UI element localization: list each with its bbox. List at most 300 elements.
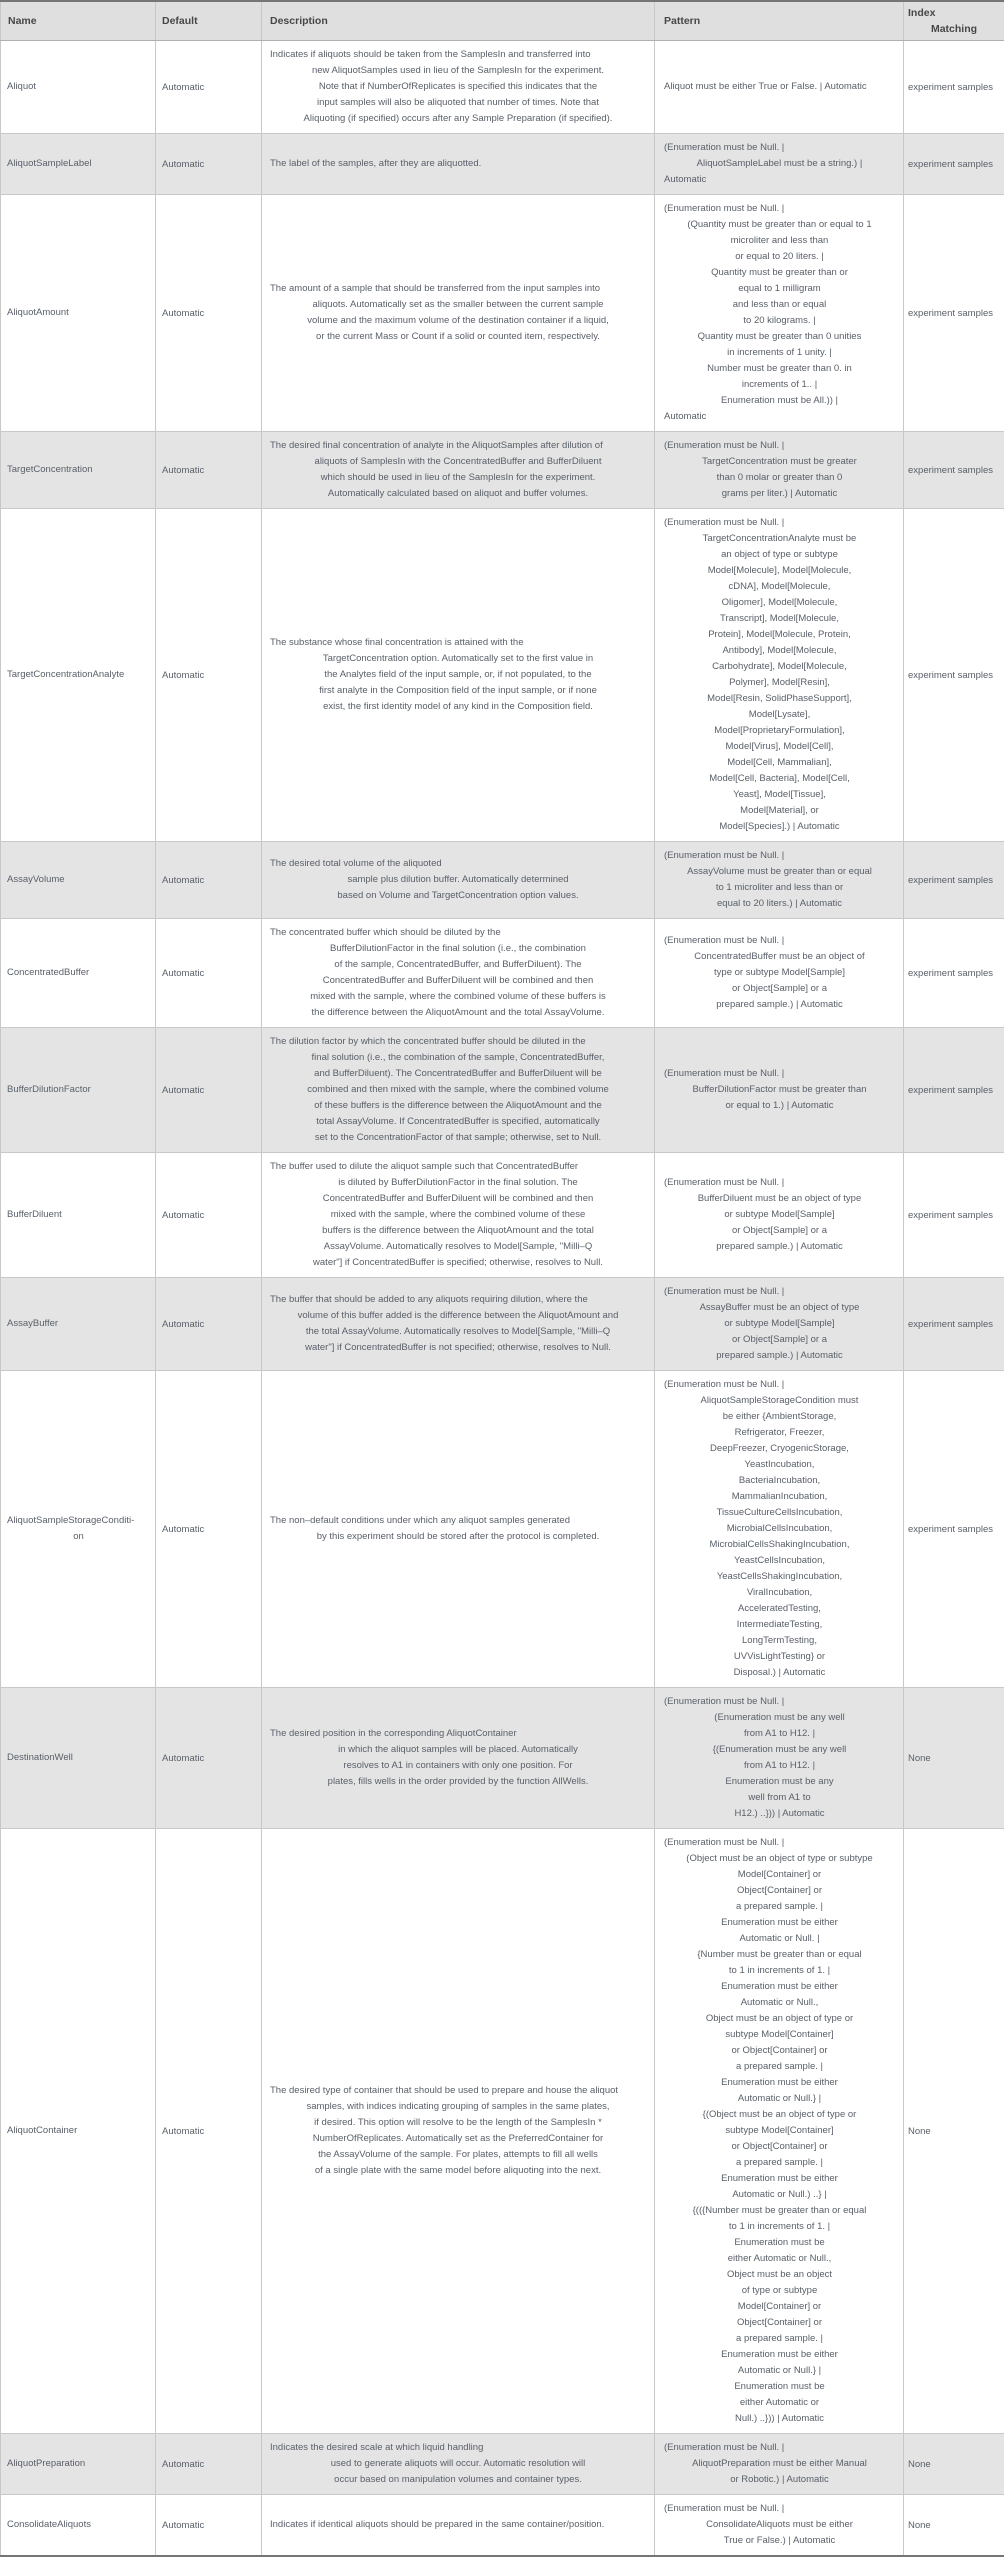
text-paragraph [270, 1292, 646, 1356]
text-line: The desired total volume of the aliquoted [270, 858, 442, 869]
text-line: BufferDilutionFactor [7, 1084, 91, 1095]
text-line: or Object[Container] or [731, 2141, 828, 2152]
cell-description [262, 842, 655, 919]
text-paragraph [664, 933, 895, 1013]
text-line: or Object[Sample] or a [731, 1334, 828, 1345]
cell-name [1, 2434, 156, 2495]
text-line: (Enumeration must be Null. | [664, 440, 785, 451]
text-line: input samples will also be aliquoted that number of times. Note that [317, 97, 599, 108]
cell-index-matching: experiment samples [904, 1028, 1004, 1153]
text-line: Object must be an object of type or [705, 2013, 854, 2024]
text-line: Automatically calculated based on aliquot and buffer volumes. [327, 488, 589, 499]
text-line: (Enumeration must be Null. | [664, 1837, 785, 1848]
table-row [1, 2434, 1004, 2495]
text-paragraph [664, 140, 895, 172]
text-line: water"] if ConcentratedBuffer is not specified; otherwise, resolves to Null. [305, 1342, 611, 1353]
text-paragraph [7, 1513, 150, 1545]
text-line: TargetConcentration option. Automatically set to the first value in [322, 653, 594, 664]
text-paragraph [7, 1082, 150, 1098]
table-header [1, 1, 1004, 41]
text-line: of a single plate with the same model before aliquoting into the next. [314, 2165, 602, 2176]
table-row [1, 2495, 1004, 2557]
text-line: Oligomer], Model[Molecule, [721, 597, 838, 608]
cell-description [262, 1153, 655, 1278]
text-paragraph [7, 965, 150, 981]
text-line: Null.) ..})) | Automatic [734, 2413, 825, 2424]
text-line: volume and the maximum volume of the destination container if a liquid, [307, 315, 609, 326]
text-line: Model[Container] or [737, 2301, 822, 2312]
text-paragraph [270, 856, 646, 904]
text-paragraph [270, 438, 646, 502]
text-line: Polymer], Model[Resin], [729, 677, 830, 688]
text-line: subtype Model[Container] [725, 2125, 834, 2136]
text-line: if desired. This option will resolve to be the length of the SamplesIn * [314, 2117, 602, 2128]
text-line: (Enumeration must be Null. | [664, 1177, 785, 1188]
text-paragraph [664, 172, 895, 188]
text-line: AliquotAmount [7, 307, 69, 318]
text-paragraph [7, 1750, 150, 1766]
text-line: or Robotic.) | Automatic [730, 2474, 829, 2485]
text-line: Model[ProprietaryFormulation], [714, 725, 845, 736]
text-line: Enumeration must be [734, 2237, 825, 2248]
text-paragraph [270, 635, 646, 715]
text-line: samples, with indices indicating grouping of samples in the same plates, [306, 2101, 610, 2112]
cell-index-matching: None [904, 1688, 1004, 1829]
text-line: volume of this buffer added is the difference between the AliquotAmount and [297, 1310, 619, 1321]
cell-description [262, 1829, 655, 2434]
text-line: Object must be an object [726, 2269, 833, 2280]
text-paragraph [664, 438, 895, 502]
text-line: IntermediateTesting, [736, 1619, 823, 1630]
text-line: Object[Container] or [736, 1885, 822, 1896]
text-line: Protein], Model[Molecule, Protein, [708, 629, 851, 640]
cell-pattern [655, 1829, 904, 2434]
text-line: The buffer that should be added to any aliquots requiring dilution, where the [270, 1294, 588, 1305]
text-line: the difference between the AliquotAmount and the total AssayVolume. [311, 1007, 605, 1018]
text-line: {(Enumeration must be any well [712, 1744, 847, 1755]
text-line: {(Object must be an object of type or [702, 2109, 857, 2120]
text-line: a prepared sample. | [736, 2333, 823, 2344]
cell-default: Automatic [156, 919, 262, 1028]
cell-pattern [655, 919, 904, 1028]
text-line: occur based on manipulation volumes and container types. [334, 2474, 582, 2485]
text-line: TissueCultureCellsIncubation, [716, 1507, 843, 1518]
text-paragraph [270, 925, 646, 1021]
text-line: and BufferDiluent). The ConcentratedBuffer and BufferDiluent will be [314, 1068, 602, 1079]
cell-description [262, 41, 655, 134]
cell-pattern [655, 1688, 904, 1829]
text-line: in increments of 1 unity. | [727, 347, 832, 358]
text-line: than 0 molar or greater than 0 [716, 472, 843, 483]
table-row [1, 509, 1004, 842]
text-line: be either {AmbientStorage, [722, 1411, 837, 1422]
text-line: microliter and less than [730, 235, 829, 246]
text-paragraph [7, 872, 150, 888]
text-paragraph [7, 2123, 150, 2139]
text-line: ConsolidateAliquots [7, 2519, 91, 2530]
text-paragraph [7, 1316, 150, 1332]
text-line: H12.) ..})) | Automatic [734, 1808, 825, 1819]
cell-index-matching: experiment samples [904, 195, 1004, 432]
text-line: BacteriaIncubation, [738, 1475, 821, 1486]
text-line: AliquotSampleStorageConditi- [7, 1515, 135, 1526]
text-line: The label of the samples, after they are aliquotted. [270, 158, 482, 169]
table-row [1, 195, 1004, 432]
cell-pattern [655, 1371, 904, 1688]
cell-default: Automatic [156, 2434, 262, 2495]
text-paragraph [7, 2517, 150, 2533]
text-line: Aliquot must be either True or False. | Automatic [664, 81, 867, 92]
cell-description [262, 432, 655, 509]
column-header-index-matching [904, 1, 1004, 41]
text-paragraph [270, 1726, 646, 1790]
text-line: The amount of a sample that should be transferred from the input samples into [270, 283, 601, 294]
text-line: Indicates if aliquots should be taken from the SamplesIn and transferred into [270, 49, 591, 60]
cell-name [1, 1829, 156, 2434]
text-line: Indicates the desired scale at which liquid handling [270, 2442, 484, 2453]
table-row [1, 1829, 1004, 2434]
text-paragraph [664, 409, 895, 425]
text-line: Model[Container] or [737, 1869, 822, 1880]
cell-index-matching: experiment samples [904, 509, 1004, 842]
text-line: to 1 in increments of 1. | [728, 2221, 831, 2232]
text-line: Enumeration must be either [721, 2349, 838, 2360]
text-line: Model[Resin, SolidPhaseSupport], [707, 693, 852, 704]
cell-default: Automatic [156, 1829, 262, 2434]
cell-index-matching: None [904, 2434, 1004, 2495]
text-paragraph [270, 2083, 646, 2179]
text-line: (Enumeration must be Null. | [664, 2503, 785, 2514]
text-line: DeepFreezer, CryogenicStorage, [710, 1443, 849, 1454]
text-line: True or False.) | Automatic [723, 2535, 836, 2546]
text-line: (Quantity must be greater than or equal to 1 [687, 219, 872, 230]
cell-default: Automatic [156, 1371, 262, 1688]
text-paragraph [7, 2456, 150, 2472]
text-line: (Enumeration must be Null. | [664, 1696, 785, 1707]
table-row [1, 1028, 1004, 1153]
text-line: TargetConcentrationAnalyte must be [702, 533, 857, 544]
text-line: Aliquoting (if specified) occurs after any Sample Preparation (if specified). [303, 113, 613, 124]
cell-pattern [655, 842, 904, 919]
text-paragraph [270, 156, 646, 172]
text-line: combined and then mixed with the sample, where the combined volume [307, 1084, 609, 1095]
text-line: LongTermTesting, [742, 1635, 817, 1646]
text-line: based on Volume and TargetConcentration option values. [337, 890, 579, 901]
text-line: or Object[Container] or [731, 2045, 828, 2056]
cell-index-matching: experiment samples [904, 842, 1004, 919]
column-header-name: Name [1, 1, 156, 41]
text-line: of these buffers is the difference between the AliquotAmount and the [314, 1100, 602, 1111]
cell-pattern [655, 195, 904, 432]
text-line: AliquotPreparation [7, 2458, 86, 2469]
text-line: Model[Species].) | Automatic [719, 821, 840, 832]
text-line: AliquotContainer [7, 2125, 78, 2136]
text-line: either Automatic or Null., [727, 2253, 832, 2264]
text-line: Model[Lysate], [748, 709, 811, 720]
cell-description [262, 1278, 655, 1371]
text-line: set to the ConcentrationFactor of that sample; otherwise, set to Null. [314, 1132, 602, 1143]
cell-description [262, 509, 655, 842]
cell-default: Automatic [156, 2495, 262, 2557]
table-row [1, 1371, 1004, 1688]
text-line: mixed with the sample, where the combined volume of these [330, 1209, 586, 1220]
table-row [1, 842, 1004, 919]
text-paragraph [7, 667, 150, 683]
cell-pattern [655, 2434, 904, 2495]
text-line: YeastCellsShakingIncubation, [716, 1571, 843, 1582]
text-line: The concentrated buffer which should be diluted by the [270, 927, 501, 938]
text-line: Automatic [664, 411, 707, 422]
text-paragraph [270, 281, 646, 345]
cell-description [262, 2434, 655, 2495]
text-line: Enumeration must be either [721, 1981, 838, 1992]
index-matching-header-line: Matching [930, 23, 978, 35]
text-line: The buffer used to dilute the aliquot sample such that ConcentratedBuffer [270, 1161, 579, 1172]
text-line: mixed with the sample, where the combined volume of these buffers is [310, 991, 606, 1002]
text-line: on [73, 1531, 84, 1542]
cell-default: Automatic [156, 195, 262, 432]
text-line: (Enumeration must be Null. | [664, 1068, 785, 1079]
text-line: of type or subtype [741, 2285, 818, 2296]
text-line: buffers is the difference between the AliquotAmount and the total [322, 1225, 594, 1236]
text-line: Quantity must be greater than 0 unities [697, 331, 862, 342]
text-paragraph [664, 1694, 895, 1822]
cell-default: Automatic [156, 1278, 262, 1371]
cell-description [262, 1371, 655, 1688]
text-line: ViralIncubation, [746, 1587, 813, 1598]
text-line: either Automatic or [739, 2397, 820, 2408]
text-line: YeastIncubation, [744, 1459, 815, 1470]
text-line: (Object must be an object of type or subtype [686, 1853, 873, 1864]
cell-default: Automatic [156, 432, 262, 509]
text-paragraph [7, 156, 150, 172]
cell-pattern [655, 1153, 904, 1278]
text-line: AliquotSampleLabel [7, 158, 92, 169]
text-line: (Enumeration must be Null. | [664, 1286, 785, 1297]
text-line: grams per liter.) | Automatic [721, 488, 838, 499]
cell-pattern [655, 509, 904, 842]
text-line: from A1 to H12. | [743, 1728, 816, 1739]
column-header-pattern: Pattern [655, 1, 904, 41]
cell-index-matching: None [904, 1829, 1004, 2434]
cell-name [1, 1371, 156, 1688]
text-line: TargetConcentration must be greater [702, 456, 857, 467]
text-line: aliquots of SamplesIn with the ConcentratedBuffer and BufferDiluent [314, 456, 602, 467]
text-line: BufferDiluent must be an object of type [697, 1193, 862, 1204]
cell-index-matching: experiment samples [904, 1153, 1004, 1278]
text-paragraph [664, 515, 895, 835]
text-line: type or subtype Model[Sample] [714, 967, 845, 978]
text-line: AliquotPreparation must be either Manual [692, 2458, 867, 2469]
text-line: Model[Cell, Bacteria], Model[Cell, [709, 773, 850, 784]
table-row [1, 1153, 1004, 1278]
text-line: ConcentratedBuffer [7, 967, 90, 978]
text-line: Automatic [664, 174, 707, 185]
text-line: The dilution factor by which the concentrated buffer should be diluted in the [270, 1036, 586, 1047]
text-line: used to generate aliquots will occur. Automatic resolution will [330, 2458, 586, 2469]
cell-default: Automatic [156, 41, 262, 134]
cell-index-matching: experiment samples [904, 432, 1004, 509]
text-paragraph [664, 1835, 895, 2427]
text-line: The desired type of container that should be used to prepare and house the aliquot [270, 2085, 619, 2096]
text-line: prepared sample.) | Automatic [716, 1350, 843, 1361]
text-line: (Enumeration must be Null. | [664, 142, 785, 153]
text-line: AssayVolume must be greater than or equal [687, 866, 872, 877]
text-line: TargetConcentrationAnalyte [7, 669, 125, 680]
cell-name [1, 2495, 156, 2557]
cell-name [1, 134, 156, 195]
text-line: Model[Molecule], Model[Molecule, [707, 565, 852, 576]
table-row [1, 919, 1004, 1028]
text-line: YeastCellsIncubation, [733, 1555, 825, 1566]
text-line: The substance whose final concentration is attained with the [270, 637, 524, 648]
cell-name [1, 195, 156, 432]
text-paragraph [7, 1207, 150, 1223]
text-line: ConcentratedBuffer and BufferDiluent will be combined and then [322, 1193, 594, 1204]
column-header-description: Description [262, 1, 655, 41]
text-line: exist, the first identity model of any kind in the Composition field. [323, 701, 593, 712]
cell-description [262, 919, 655, 1028]
cell-name [1, 509, 156, 842]
text-paragraph [664, 1175, 895, 1255]
cell-pattern [655, 41, 904, 134]
text-line: equal to 20 liters.) | Automatic [717, 898, 842, 909]
cell-name [1, 1153, 156, 1278]
text-line: Model[Material], or [740, 805, 819, 816]
cell-name [1, 1278, 156, 1371]
text-paragraph [270, 2440, 646, 2488]
cell-default: Automatic [156, 842, 262, 919]
text-paragraph [664, 1377, 895, 1681]
header-row [1, 1, 1004, 41]
text-line: The desired final concentration of analyte in the AliquotSamples after dilution of [270, 440, 603, 451]
text-line: from A1 to H12. | [743, 1760, 816, 1771]
text-line: plates, fills wells in the order provided by the function AllWells. [327, 1776, 589, 1787]
text-line: or equal to 1.) | Automatic [725, 1100, 834, 1111]
cell-name [1, 1028, 156, 1153]
text-line: a prepared sample. | [736, 2157, 823, 2168]
table-row [1, 41, 1004, 134]
text-line: The desired position in the corresponding AliquotContainer [270, 1728, 517, 1739]
text-paragraph [664, 79, 895, 95]
cell-description [262, 1688, 655, 1829]
cell-pattern [655, 134, 904, 195]
text-line: {(({Number must be greater than or equal [692, 2205, 867, 2216]
text-line: Carbohydrate], Model[Molecule, [712, 661, 847, 672]
text-paragraph [664, 2501, 895, 2549]
text-line: equal to 1 milligram [738, 283, 821, 294]
text-line: (Enumeration must be Null. | [664, 203, 785, 214]
text-line: Note that if NumberOfReplicates is specified this indicates that the [318, 81, 598, 92]
text-line: AssayBuffer must be an object of type [699, 1302, 860, 1313]
text-paragraph [664, 1284, 895, 1364]
text-line: cDNA], Model[Molecule, [728, 581, 831, 592]
cell-name [1, 919, 156, 1028]
text-line: DestinationWell [7, 1752, 73, 1763]
text-line: subtype Model[Container] [725, 2029, 834, 2040]
text-line: or Object[Sample] or a [731, 983, 828, 994]
text-line: Object[Container] or [736, 2317, 822, 2328]
text-line: Model[Virus], Model[Cell], [725, 741, 834, 752]
text-line: to 1 microliter and less than or [715, 882, 844, 893]
text-paragraph [664, 848, 895, 912]
text-line: resolves to A1 in containers with only one position. For [343, 1760, 573, 1771]
table-row [1, 432, 1004, 509]
column-header-default: Default [156, 1, 262, 41]
cell-name [1, 41, 156, 134]
text-line: Automatic or Null.} | [737, 2093, 822, 2104]
text-line: ConsolidateAliquots must be either [706, 2519, 853, 2530]
text-line: of the sample, ConcentratedBuffer, and BufferDiluent). The [334, 959, 582, 970]
cell-index-matching: None [904, 2495, 1004, 2557]
text-line: total AssayVolume. If ConcentratedBuffer is specified, automatically [316, 1116, 600, 1127]
cell-description [262, 195, 655, 432]
text-line: water"] if ConcentratedBuffer is specified; otherwise, resolves to Null. [313, 1257, 603, 1268]
text-line: a prepared sample. | [736, 2061, 823, 2072]
cell-pattern [655, 432, 904, 509]
text-line: AliquotSampleStorageCondition must [700, 1395, 859, 1406]
text-line: Automatic or Null.} | [737, 2365, 822, 2376]
text-line: Enumeration must be either [721, 2173, 838, 2184]
text-paragraph [7, 462, 150, 478]
cell-index-matching: experiment samples [904, 1371, 1004, 1688]
text-line: Automatic or Null. | [739, 1933, 820, 1944]
text-line: ConcentratedBuffer and BufferDiluent will be combined and then [322, 975, 594, 986]
text-line: or Object[Sample] or a [731, 1225, 828, 1236]
text-line: AssayVolume [7, 874, 65, 885]
text-paragraph [664, 1066, 895, 1114]
text-line: (Enumeration must be Null. | [664, 1379, 785, 1390]
text-line: Enumeration must be either [721, 1917, 838, 1928]
text-line: MammalianIncubation, [731, 1491, 828, 1502]
text-line: Aliquot [7, 81, 37, 92]
text-line: AcceleratedTesting, [738, 1603, 821, 1614]
table-body [1, 41, 1004, 2557]
table-row [1, 134, 1004, 195]
text-line: AliquotSampleLabel must be a string.) | [696, 158, 863, 169]
text-line: UVVisLightTesting} or [733, 1651, 826, 1662]
text-line: or subtype Model[Sample] [724, 1209, 835, 1220]
text-line: in which the aliquot samples will be placed. Automatically [338, 1744, 578, 1755]
text-line: increments of 1.. | [741, 379, 818, 390]
text-line: (Enumeration must be Null. | [664, 2442, 785, 2453]
text-line: Indicates if identical aliquots should be prepared in the same container/position. [270, 2519, 605, 2530]
text-paragraph [270, 1034, 646, 1146]
index-matching-header-lines [908, 5, 1000, 37]
text-line: Antibody], Model[Molecule, [722, 645, 837, 656]
text-paragraph [664, 2440, 895, 2488]
cell-index-matching: experiment samples [904, 41, 1004, 134]
text-line: NumberOfReplicates. Automatically set as the PreferredContainer for [312, 2133, 604, 2144]
text-line: AssayBuffer [7, 1318, 59, 1329]
text-line: Number must be greater than 0. in [707, 363, 852, 374]
text-line: Automatic or Null.) ..} | [732, 2189, 827, 2200]
text-line: Yeast], Model[Tissue], [733, 789, 826, 800]
text-line: MicrobialCellsIncubation, [726, 1523, 833, 1534]
text-line: BufferDiluent [7, 1209, 62, 1220]
text-paragraph [270, 2517, 646, 2533]
text-paragraph [7, 79, 150, 95]
text-paragraph [270, 1159, 646, 1271]
table-row [1, 1688, 1004, 1829]
text-paragraph [7, 305, 150, 321]
text-line: (Enumeration must be Null. | [664, 935, 785, 946]
text-line: the total AssayVolume. Automatically resolves to Model[Sample, "Milli–Q [305, 1326, 611, 1337]
text-line: new AliquotSamples used in lieu of the SamplesIn for the experiment. [311, 65, 605, 76]
cell-name [1, 1688, 156, 1829]
text-line: and less than or equal [732, 299, 827, 310]
text-line: Disposal.) | Automatic [733, 1667, 826, 1678]
